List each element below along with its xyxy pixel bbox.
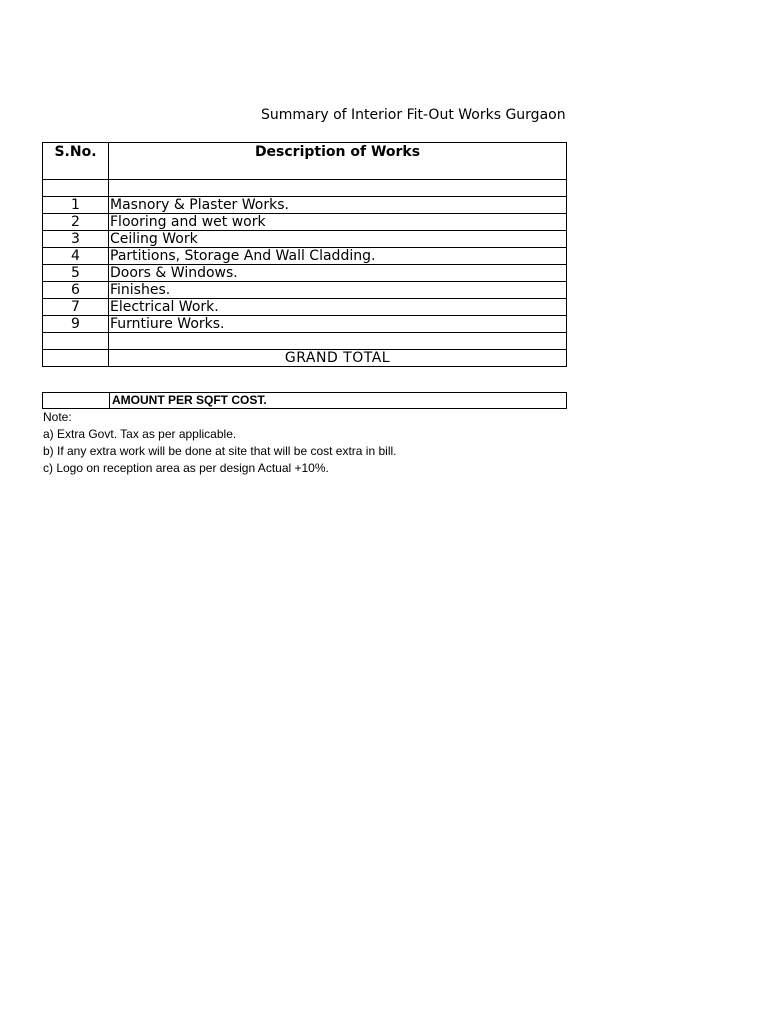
- note-item: c) Logo on reception area as per design Actual +10%.: [43, 461, 329, 475]
- description-cell: Masnory & Plaster Works.: [109, 197, 567, 214]
- table-row: [43, 248, 567, 265]
- description-header: Description of Works: [109, 143, 567, 180]
- amount-per-sqft-label: AMOUNT PER SQFT COST.: [112, 393, 267, 407]
- description-cell: Electrical Work.: [109, 299, 567, 316]
- description-cell: Partitions, Storage And Wall Cladding.: [109, 248, 567, 265]
- sno-cell: 9: [43, 316, 109, 333]
- sno-cell: 4: [43, 248, 109, 265]
- description-cell: Furntiure Works.: [109, 316, 567, 333]
- table-row: [43, 299, 567, 316]
- description-cell: Doors & Windows.: [109, 265, 567, 282]
- notes-heading: Note:: [43, 410, 72, 424]
- table-header-row: [43, 143, 567, 180]
- note-item: a) Extra Govt. Tax as per applicable.: [43, 427, 237, 441]
- sno-cell: 6: [43, 282, 109, 299]
- description-cell: Ceiling Work: [109, 231, 567, 248]
- table-row: [43, 316, 567, 333]
- table-row: [43, 282, 567, 299]
- blank-row: [43, 180, 567, 197]
- blank-row: [43, 333, 567, 350]
- sno-cell: 7: [43, 299, 109, 316]
- sno-header: S.No.: [43, 143, 109, 180]
- table-row: [43, 197, 567, 214]
- sno-cell: 5: [43, 265, 109, 282]
- sno-cell: 3: [43, 231, 109, 248]
- amount-per-sqft-row: [42, 392, 567, 409]
- table-row: [43, 214, 567, 231]
- description-cell: Finishes.: [109, 282, 567, 299]
- notes-section: [43, 409, 397, 477]
- table-row: [43, 265, 567, 282]
- grand-total-label: GRAND TOTAL: [109, 350, 567, 367]
- note-item: b) If any extra work will be done at site that will be cost extra in bill.: [43, 444, 397, 458]
- amount-empty-cell: [43, 393, 110, 408]
- table-row: [43, 231, 567, 248]
- works-summary-table: [42, 142, 567, 367]
- description-cell: Flooring and wet work: [109, 214, 567, 231]
- sno-cell: 1: [43, 197, 109, 214]
- grand-total-row: [43, 350, 567, 367]
- sno-cell: 2: [43, 214, 109, 231]
- document-title: Summary of Interior Fit-Out Works Gurgaon: [261, 107, 566, 123]
- grand-total-empty-cell: [43, 350, 109, 367]
